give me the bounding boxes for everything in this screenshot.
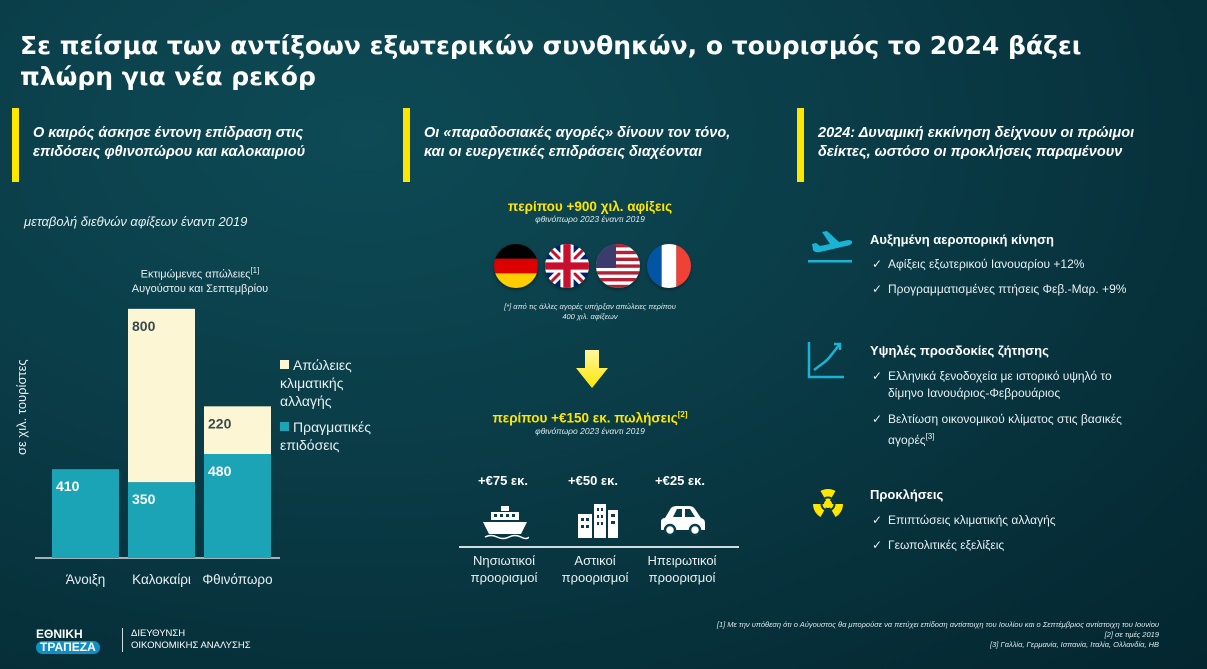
note-line2: Αυγούστου και Σεπτεμβρίου <box>131 282 269 295</box>
footnote-2: [2] σε τιμές 2019 <box>1104 630 1159 639</box>
demand-bullet-2a: Βελτίωση οικονομικού κλίματος στις βασικές <box>888 412 1122 426</box>
bar-losses-label-1: 800 <box>132 317 156 334</box>
demand-bullet-2sup: [3] <box>925 432 935 441</box>
check-icon: ✓ <box>872 369 883 383</box>
air-traffic-bullet-2 <box>872 281 1172 298</box>
section2-heading-line1: Οι «παραδοσιακές αγορές» δίνουν τον τόνο, <box>424 125 731 141</box>
challenges-bullet-1 <box>872 512 1172 529</box>
sales-block <box>440 410 740 436</box>
section3-heading <box>797 108 1192 182</box>
usa-flag-icon <box>596 244 640 288</box>
logo-line1: ΕΘΝΙΚΗ <box>36 627 83 641</box>
arrivals-period: φθινόπωρο 2023 έναντι 2019 <box>535 214 645 224</box>
note-line1: Εκτιμώμενες απώλειες <box>140 268 251 281</box>
bar-actual-label-0: 410 <box>56 478 80 495</box>
section1-heading-line1: Ο καιρός άσκησε έντονη επίδραση στις <box>33 125 304 141</box>
ship-icon <box>481 500 529 540</box>
footnote-3: [3] Γαλλία, Γερμανία, Ισπανία, Ιταλία, Ολλανδία, ΗΒ <box>990 640 1159 649</box>
airplane-icon <box>806 226 854 266</box>
check-icon: ✓ <box>872 513 883 527</box>
arrow-down-icon <box>576 350 608 388</box>
arrivals-value: περίπου +900 χιλ. αφίξεις <box>507 199 673 214</box>
demand-title: Υψηλές προσδοκίες ζήτησης <box>870 343 1049 358</box>
car-icon <box>657 500 707 540</box>
challenges-bullet-2-text: Γεωπολιτικές εξελίξεις <box>888 538 1005 552</box>
section2-heading-line2: και οι ευεργετικές επιδράσεις διαχέονται <box>424 144 702 160</box>
air-traffic-title: Αυξημένη αεροπορική κίνηση <box>870 232 1054 247</box>
demand-bullet-2 <box>872 411 1172 449</box>
legend-actual-1: Πραγματικές <box>293 419 371 435</box>
department-label <box>122 628 251 652</box>
section3-heading-line2: δείκτες, ωστόσο οι προκλήσεις παραμένουν <box>818 144 1123 160</box>
legend-losses-3: αλλαγής <box>280 393 332 409</box>
mainland-label-1: Ηπειρωτικοί <box>647 553 717 568</box>
legend-swatch-losses <box>280 360 289 369</box>
bar-losses-label-2: 220 <box>208 415 232 432</box>
growth-chart-icon <box>806 340 846 380</box>
radiation-icon <box>808 484 848 524</box>
air-traffic-bullet-1 <box>872 256 1172 273</box>
category-label-2: Φθινόπωρο <box>202 572 273 587</box>
challenges-bullet-1-text: Επιπτώσεις κλιματικής αλλαγής <box>888 513 1056 527</box>
arrivals-block <box>440 199 740 224</box>
category-label-1: Καλοκαίρι <box>132 572 191 587</box>
france-flag-icon <box>647 244 691 288</box>
mainland-value: +€25 εκ. <box>655 473 705 488</box>
legend-losses-1: Απώλειες <box>293 357 352 373</box>
air-bullet-1-text: Αφίξεις εξωτερικού Ιανουαρίου +12% <box>888 257 1085 271</box>
section1-heading <box>12 108 382 182</box>
city-buildings-icon <box>574 500 622 540</box>
section1-heading-line2: επιδόσεις φθινοπώρου και καλοκαιριού <box>33 144 306 160</box>
sales-value: περίπου +€150 εκ. πωλήσεις <box>492 410 678 426</box>
check-icon: ✓ <box>872 257 883 271</box>
legend-swatch-actual <box>280 422 289 431</box>
island-label-2: προορισμοί <box>470 570 538 585</box>
germany-flag-icon <box>494 244 538 288</box>
y-axis-label: σε χιλ. τουρίστες <box>14 359 29 455</box>
bar-actual-label-2: 480 <box>208 463 232 479</box>
logo-line2: ΤΡΑΠΕΖΑ <box>36 641 100 654</box>
sales-sup: [2] <box>677 410 688 419</box>
island-value: +€75 εκ. <box>478 473 528 488</box>
section2-heading <box>403 108 783 182</box>
demand-bullet-1 <box>872 368 1172 402</box>
challenges-title: Προκλήσεις <box>870 487 944 502</box>
legend-losses-2: κλιματικής <box>280 375 344 391</box>
footnote-1: [1] Με την υπόθεση ότι ο Αύγουστος θα μπορούσε να πετύχει επίδοση αντίστοιχη του Ιουλίου και ο Σεπτέμβριος αντίστοιχη του Ιουνίου <box>716 620 1159 629</box>
other-markets-note <box>440 302 740 322</box>
section3-heading-line1: 2024: Δυναμική εκκίνηση δείχνουν οι πρώιμοι <box>818 125 1135 141</box>
urban-label-1: Αστικοί <box>574 553 616 568</box>
page-title: Σε πείσμα των αντίξοων εξωτερικών συνθηκών, ο τουρισμός το 2024 βάζει πλώρη για νέα ρεκόρ <box>20 31 1082 91</box>
legend-actual-2: επιδόσεις <box>280 437 340 453</box>
legend-actual <box>280 418 371 454</box>
other-markets-note-line2: 400 χιλ. αφίξεων <box>562 312 618 321</box>
air-bullet-2-text: Προγραμματισμένες πτήσεις Φεβ.-Μαρ. +9% <box>888 282 1127 296</box>
urban-label-2: προορισμοί <box>561 570 629 585</box>
category-label-0: Άνοιξη <box>65 572 106 587</box>
demand-bullet-2b: αγορές <box>888 433 926 447</box>
note-sup: [1] <box>250 266 260 275</box>
demand-bullet-1b: δίμηνο Ιανουάριος-Φεβρουάριος <box>888 386 1061 400</box>
mainland-label <box>637 552 727 586</box>
bank-logo <box>36 628 100 654</box>
urban-label <box>550 552 640 586</box>
sales-period: φθινόπωρο 2023 έναντι 2019 <box>535 425 645 436</box>
destinations-baseline <box>459 546 739 548</box>
other-markets-note-line1: [*] από τις άλλες αγορές υπήρξαν απώλειες περίπου <box>504 302 676 311</box>
demand-bullet-1a: Ελληνικά ξενοδοχεία με ιστορικό υψηλό το <box>888 369 1112 383</box>
island-label-1: Νησιωτικοί <box>473 553 535 568</box>
check-icon: ✓ <box>872 282 883 296</box>
check-icon: ✓ <box>872 412 883 426</box>
urban-value: +€50 εκ. <box>568 473 618 488</box>
chart-subtitle: μεταβολή διεθνών αφίξεων έναντι 2019 <box>24 214 248 229</box>
bar-actual-label-1: 350 <box>132 491 156 508</box>
check-icon: ✓ <box>872 538 883 552</box>
legend-losses <box>280 356 352 410</box>
mainland-label-2: προορισμοί <box>648 570 716 585</box>
challenges-bullet-2 <box>872 537 1172 554</box>
dept-line1: ΔΙΕΥΘΥΝΣΗ <box>131 628 186 639</box>
footnotes <box>717 620 1159 650</box>
island-label <box>459 552 549 586</box>
dept-line2: ΟΙΚΟΝΟΜΙΚΗΣ ΑΝΑΛΥΣΗΣ <box>131 640 251 651</box>
uk-flag-icon <box>545 244 589 288</box>
bar-losses-1 <box>128 309 195 482</box>
